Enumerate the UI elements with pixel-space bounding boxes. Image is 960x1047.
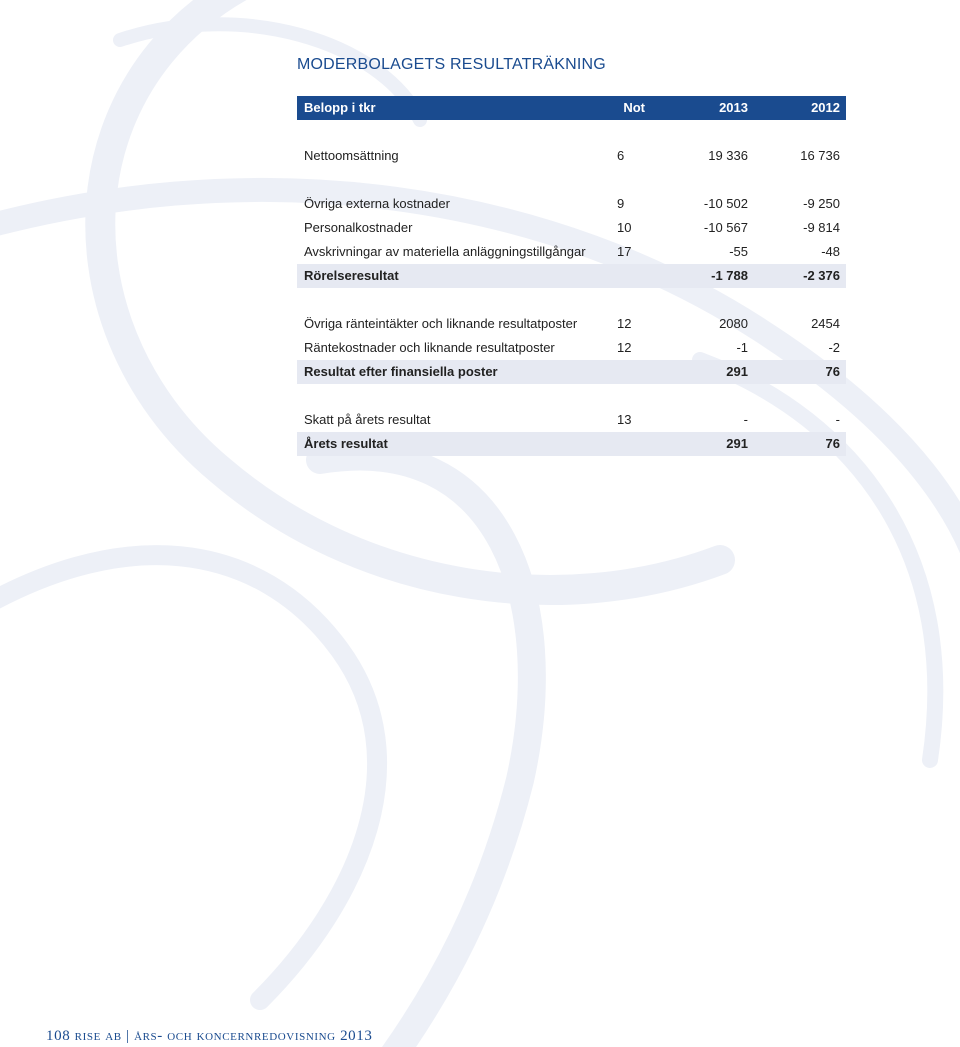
row-note: 12	[617, 340, 632, 355]
header-year-2013: 2013	[719, 100, 748, 115]
table-row-skatt	[297, 408, 846, 432]
row-value-2013: -	[743, 412, 748, 427]
row-note: 17	[617, 244, 632, 259]
row-value-2012: -	[835, 412, 840, 427]
row-value-2012: -48	[821, 244, 840, 259]
row-note	[617, 360, 657, 384]
row-label: Räntekostnader och liknande resultatposter	[304, 340, 555, 355]
row-value-2013: -10 567	[703, 220, 748, 235]
table-row-rantekostnader	[297, 336, 846, 360]
row-label: Rörelseresultat	[304, 268, 399, 283]
row-value-2013: -1	[736, 340, 748, 355]
row-value-2012: 16 736	[800, 148, 840, 163]
row-value-2013: 2080	[719, 316, 748, 331]
row-spacer	[297, 384, 846, 408]
row-label: Övriga ränteintäkter och liknande resultatposter	[304, 316, 578, 331]
table-row-ovriga-externa-kostnader	[297, 192, 846, 216]
table-row-ovriga-ranteintakter	[297, 312, 846, 336]
row-value-2013: -10 502	[703, 196, 748, 211]
row-note	[617, 264, 657, 288]
row-value-2013: 19 336	[708, 148, 748, 163]
row-label: Avskrivningar av materiella anläggningstillgångar	[304, 244, 586, 259]
row-value-2012: -9 250	[803, 196, 840, 211]
table-row-personalkostnader	[297, 216, 846, 240]
row-note: 12	[617, 316, 632, 331]
footer-separator: |	[126, 1028, 130, 1044]
row-value-2012: 2454	[811, 316, 840, 331]
page-title: MODERBOLAGETS RESULTATRÄKNING	[297, 56, 606, 73]
row-value-2013: -1 788	[711, 268, 748, 283]
row-label: Skatt på årets resultat	[304, 412, 431, 427]
table-row-nettoomsattning	[297, 144, 846, 168]
header-note: Not	[623, 100, 645, 115]
row-value-2012: -2 376	[803, 268, 840, 283]
footer-company: rise ab	[74, 1028, 122, 1044]
row-spacer	[297, 168, 846, 192]
header-label: Belopp i tkr	[304, 100, 376, 115]
page-number: 108	[46, 1028, 71, 1044]
row-label: Nettoomsättning	[304, 148, 399, 163]
row-value-2012: 76	[825, 364, 840, 379]
row-value-2012: -2	[828, 340, 840, 355]
row-spacer	[297, 120, 846, 144]
table-header-row	[297, 96, 846, 120]
header-year-2012: 2012	[811, 100, 840, 115]
row-label: Resultat efter finansiella poster	[304, 364, 498, 379]
row-value-2013: 291	[726, 364, 748, 379]
footer-report-title: års- och koncernredovisning 2013	[134, 1028, 373, 1044]
row-note: 13	[617, 412, 632, 427]
row-note	[617, 432, 657, 456]
row-note: 9	[617, 196, 625, 211]
row-label: Övriga externa kostnader	[304, 196, 450, 211]
table-row-avskrivningar	[297, 240, 846, 264]
table-row-rorelseresultat	[297, 264, 846, 288]
row-spacer	[297, 288, 846, 312]
row-label: Personalkostnader	[304, 220, 413, 235]
page-footer	[46, 1028, 372, 1045]
row-note: 10	[617, 220, 632, 235]
row-value-2013: 291	[726, 436, 748, 451]
table-row-arets-resultat	[297, 432, 846, 456]
row-value-2012: -9 814	[803, 220, 840, 235]
row-value-2012: 76	[825, 436, 840, 451]
table-row-resultat-efter-finansiella-poster	[297, 360, 846, 384]
income-statement-table	[297, 96, 846, 456]
row-label: Årets resultat	[304, 436, 388, 451]
row-value-2013: -55	[729, 244, 748, 259]
row-note: 6	[617, 148, 625, 163]
